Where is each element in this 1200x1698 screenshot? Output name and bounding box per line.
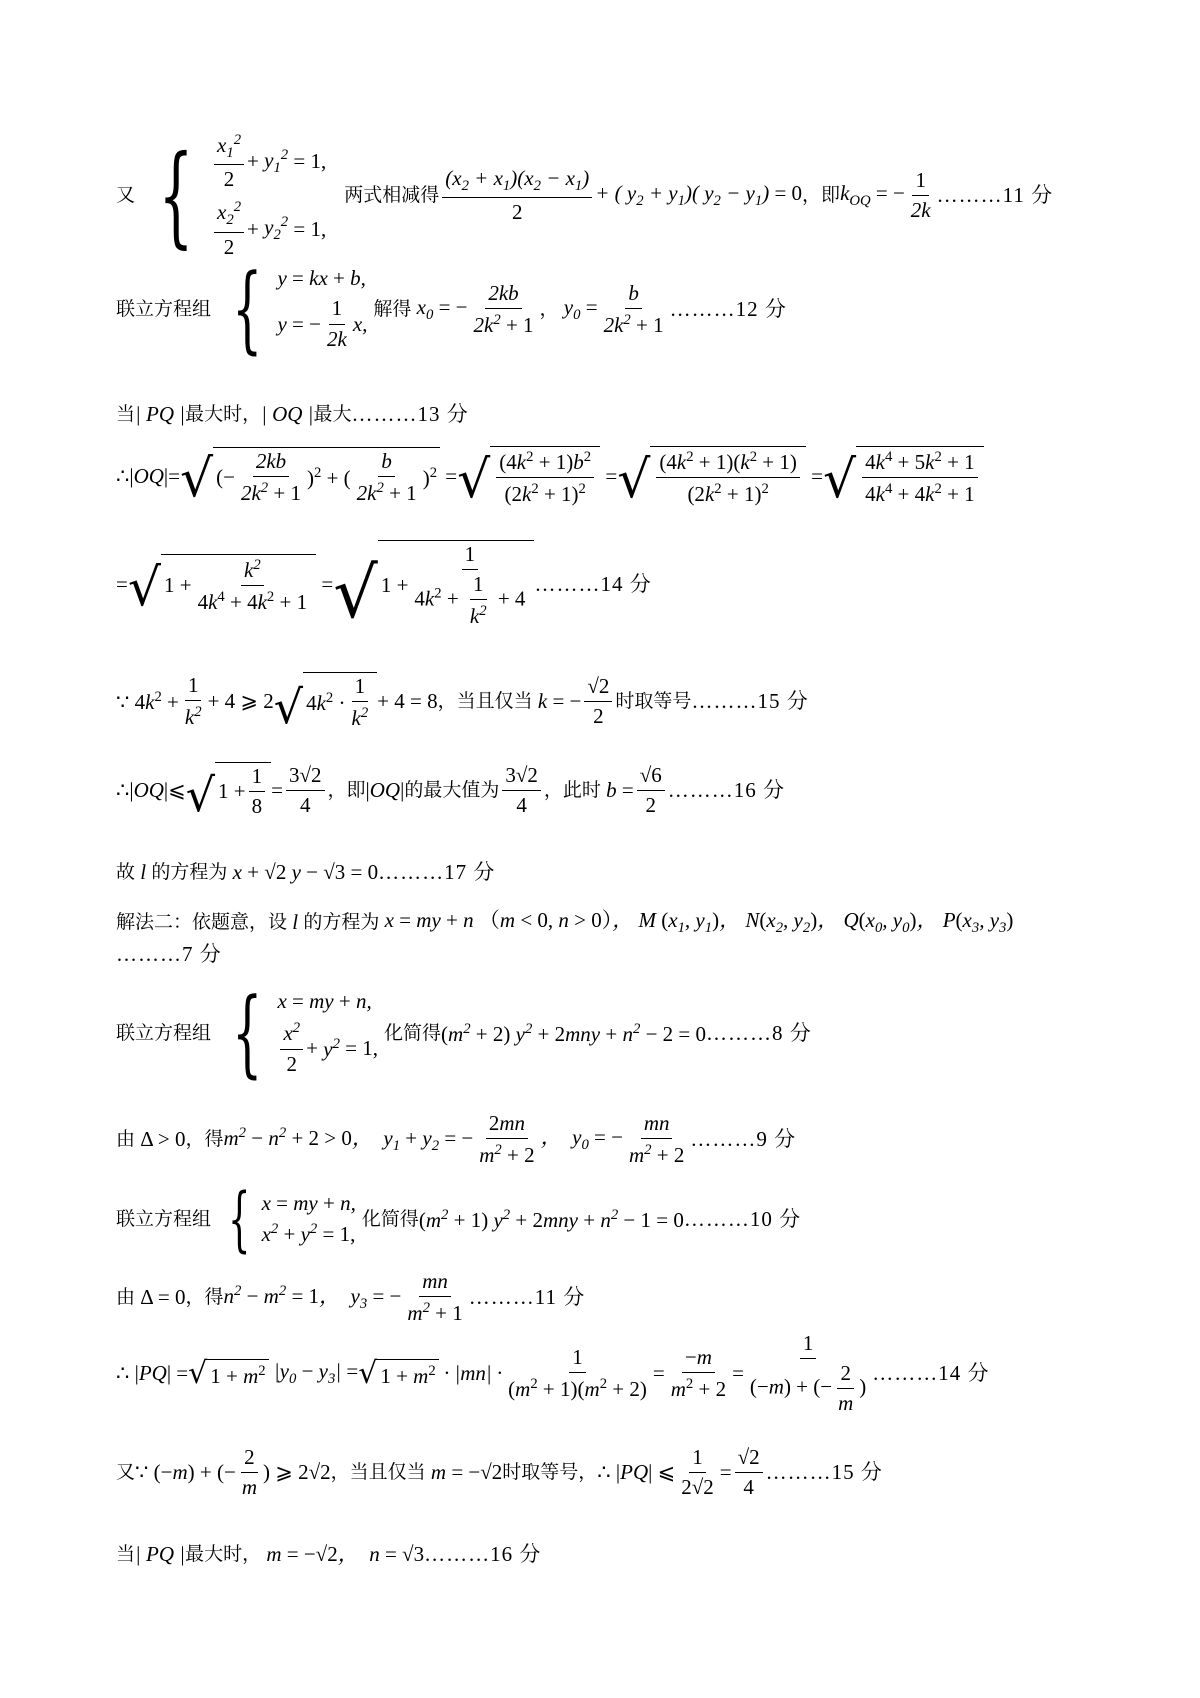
text-max-value: 的最大值为 — [404, 778, 500, 801]
text-de-2: ，得 — [185, 1286, 224, 1309]
oq-derivation-line: ∴| OQ |= √ (− $\frac{2kb}{2k^2 + 1}$ )$^2$ + ( $\frac{b}{2k^2 + 1}$ )$^2$ = √ $\frac{(4k^2 + 1)b^2}{(2k^2 + 1)^2}$ = √ $\frac{(4k^2 + 1)(k^2 + 1)}{(2k^2 + 1)^2}$ = √ $\frac{4k^4 + 5k^2 + 1}{4k^4 + 4k^2 + 1}$ — [116, 446, 984, 506]
text-you: 又 — [116, 183, 136, 206]
step-15-line: ∵ $4k^2$ + $\frac{1}{k^2}$ + 4 ⩾ 2 √ $4k^2$ · $\frac{1}{k^2}$ + 4 = 8 ，当且仅当 k = − $\frac{√2}{2}$ 时取等号 ………15 分 — [116, 672, 809, 735]
text-max: 最大 — [313, 403, 352, 425]
step-16b-line: 当 | PQ | 最大时， m = −√2， n = √3 ………16 分 — [116, 1542, 542, 1566]
text-you-3: 由 — [116, 1286, 136, 1309]
step-14-line: = √ 1 + $\frac{k^2}{4k^4 + 4k^2 + 1}$ = √ 1 + 1 $4k^2$ + $\frac{1}{k^2}$ + 4 ………14 分 — [116, 542, 652, 635]
step-15b-line: 又 ∵ (−m) + (− $\frac{2}{m}$ ) ⩾ 2√2 ，当且仅当 m = −√2 时取等号， ∴ | PQ | ⩽ $\frac{1}{2√2}$ = $\frac{√2}{4}$ ………15 分 — [116, 1445, 883, 1500]
text-lianli: 联立方程组 — [116, 298, 212, 320]
score-15: ………15 分 — [691, 688, 809, 713]
score-10: ………10 分 — [683, 1206, 802, 1231]
text-lianli-3: 联立方程组 — [116, 1207, 212, 1230]
text-dang: 当 — [116, 403, 136, 425]
text-you-4: 又 — [116, 1461, 136, 1484]
text-simplify-2: 化简得 — [361, 1207, 419, 1230]
equation-system-circle: { x = my + n, $x^2 + y^2 = 1$, — [228, 1178, 356, 1260]
text-equality: 时取等号 — [615, 689, 692, 712]
text-ji: ，即 — [802, 183, 841, 206]
score-15b: ………15 分 — [765, 1460, 883, 1485]
text-simplify: 化简得 — [384, 1022, 442, 1044]
score-8: ………8 分 — [706, 1021, 812, 1045]
step-11b-line: 由 Δ = 0 ，得 $n^2 - m^2 = 1$， $y_3$ = − $\frac{mn}{m^2 + 1}$ ………11 分 — [116, 1269, 586, 1326]
score-12: ………12 分 — [669, 297, 787, 321]
text-ji-2: ，即 — [327, 778, 366, 801]
score-14: ………14 分 — [534, 571, 652, 596]
text-de: ，得 — [185, 1128, 224, 1151]
text-solution-2: 解法二：依题意，设 — [116, 911, 288, 934]
text-subtract: 两式相减得 — [344, 183, 440, 206]
text-iff-2: ，当且仅当 — [330, 1461, 426, 1484]
equation-system-ellipse: { $\frac{x_1^2}{2}$ + $y_1^2$ = 1, $\frac{x_2^2}{2}$ + $y_2^2$ = 1, — [158, 131, 327, 260]
text-you-2: 由 — [116, 1128, 136, 1151]
score-7-line — [116, 944, 222, 965]
step-8-line: 联立方程组 { x = my + n, $\frac{x^2}{2}$ + $y^2$ = 1, 化简得 $(m^2 + 2) y^2 + 2mny + n^2 - 2 = 0$ ………8 分 — [116, 978, 812, 1088]
equation-system-line: { y = kx + b, y = − $\frac{1}{2k}$ x, — [232, 254, 368, 364]
text-max-when: 最大时， — [185, 403, 262, 425]
step-13-line: 当 | PQ | 最大时， | OQ | 最大 ………13 分 — [116, 402, 469, 426]
score-11: ………11 分 — [936, 182, 1054, 207]
fraction-difference: $\frac{(x_2 + x_1)(x_2 - x_1)}{2}$ — [442, 167, 592, 224]
equation-system-ellipse-2: { x = my + n, $\frac{x^2}{2}$ + $y^2$ = 1, — [232, 978, 378, 1088]
text-max-when-2: 最大时， — [185, 1543, 262, 1565]
text-iff: ，当且仅当 — [437, 689, 533, 712]
solution-2-line: 解法二：依题意，设 l 的方程为 x = my + n （m < 0, n > 0）， M ($x_1$, $y_1$)， $N(x_2$, $y_2$)， $Q(x_0$, $y_0$)， $P(x_3$, $y_3$) — [116, 908, 1014, 937]
text-gu: 故 — [116, 861, 136, 883]
text-jiede: 解得 — [373, 298, 412, 320]
text-equation-is-2: 的方程为 — [303, 911, 380, 934]
step-9-line: 由 Δ > 0 ，得 $m^2 - n^2 + 2 > 0$， $y_1 + y_2$ = − $\frac{2mn}{m^2 + 2}$ ， $y_0$ = − $\frac{mn}{m^2 + 2}$ ………9 分 — [116, 1111, 797, 1168]
score-13: ………13 分 — [351, 402, 469, 426]
text-equality-2: 时取等号， — [502, 1461, 598, 1484]
step-12-line: 联立方程组 { y = kx + b, y = − $\frac{1}{2k}$ x, 解得 $x_0$ = − $\frac{2kb}{2k^2 + 1}$ ， $y_0$ = $\frac{b}{2k^2 + 1}$ ………12 分 — [116, 254, 787, 364]
text-dang-2: 当 — [116, 1543, 136, 1565]
step-16-line: ∴| OQ |⩽ √ 1 + $\frac{1}{8}$ = $\frac{3√2}{4}$ ，即 | OQ | 的最大值为 $\frac{3√2}{4}$ ，此时 b = $\frac{√6}{2}$ ………16 分 — [116, 762, 785, 823]
score-7: ………7 分 — [116, 942, 222, 966]
score-11b: ………11 分 — [468, 1285, 586, 1310]
score-9: ………9 分 — [690, 1127, 797, 1152]
step-14b-line: ∴ | PQ | = √ $1 + m^2$ $|y_0 - y_3|$ = √ $1 + m^2$ · |mn| · $\frac{1}{(m^2 + 1)(m^2 + 2)}$ = $\frac{-m}{m^2 + 2}$ = 1 (−m) + (− $\frac{2}{m}$ ) ………14 分 — [116, 1331, 990, 1416]
text-equation-is: 的方程为 — [151, 861, 228, 883]
score-14b: ………14 分 — [872, 1361, 990, 1386]
text-lianli-2: 联立方程组 — [116, 1022, 212, 1044]
step-10-line: 联立方程组 { x = my + n, $x^2 + y^2 = 1$, 化简得 $(m^2 + 1) y^2 + 2mny + n^2 - 1 = 0$ ………10 分 — [116, 1178, 802, 1260]
score-16: ………16 分 — [667, 777, 785, 802]
text-comma: ， — [539, 298, 559, 320]
step-11-line: 又 { $\frac{x_1^2}{2}$ + $y_1^2$ = 1, $\frac{x_2^2}{2}$ + $y_2^2$ = 1, 两式相减得 $\frac{(x_2 + x_1)(x_2 - x_1)}{2}$ + ( $y_2 + y_1$)( $y_2 - y_1) = 0$ ，即 $k_{OQ}$ = − $\frac{1}{2k}$ ………11 分 — [116, 131, 1054, 260]
text-cishi: ，此时 — [543, 778, 601, 801]
step-17-line: 故 l 的方程为 x + √2 y − √3 = 0 ………17 分 — [116, 860, 496, 884]
score-17: ………17 分 — [378, 860, 496, 884]
score-16b: ………16 分 — [424, 1542, 542, 1566]
